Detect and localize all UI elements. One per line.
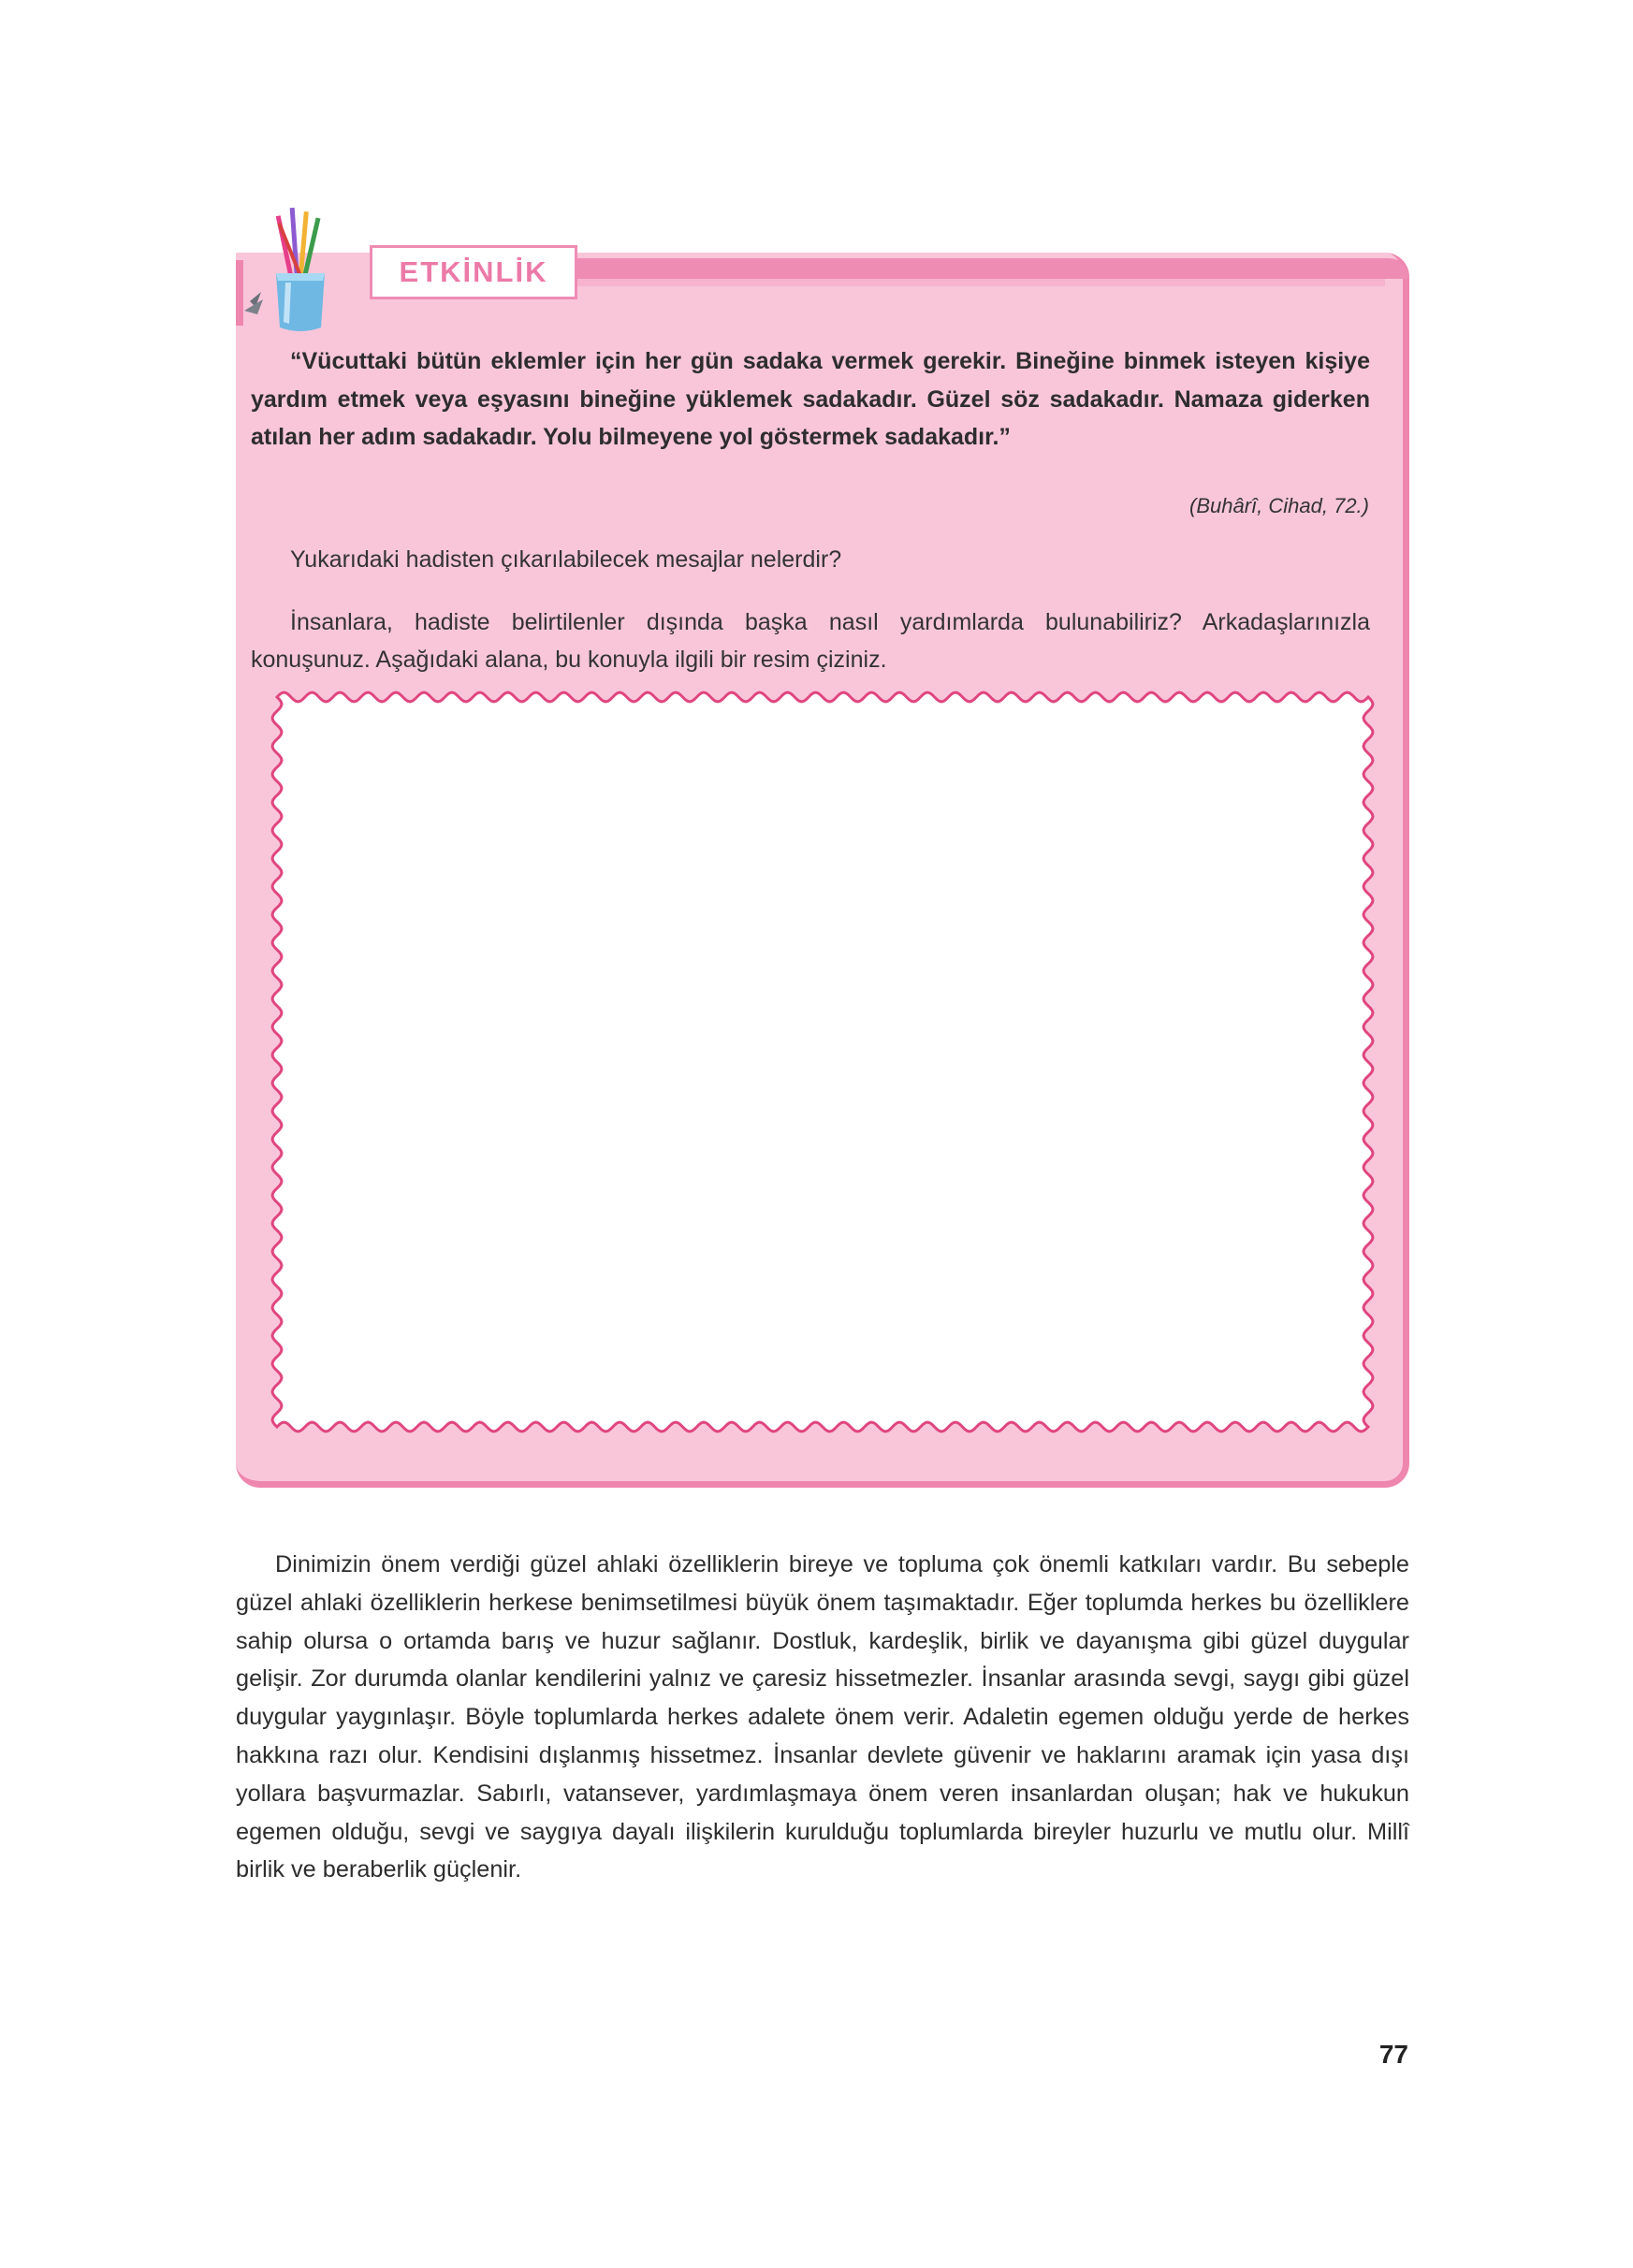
pencil-cup-icon [239,196,342,337]
activity-title: ETKİNLİK [370,245,577,299]
question-1: Yukarıdaki hadisten çıkarılabilecek mesajlar nelerdir? [290,546,842,573]
drawing-area[interactable] [268,688,1378,1436]
body-paragraph: Dinimizin önem verdiği güzel ahlaki özelliklerin bireye ve topluma çok önemli katkıları vardır. Bu sebeple güzel ahlaki özelliklerin herkese benimsetilmesi büyük önem taşımaktadır. Eğer toplumda herkes bu özelliklere sahip olursa o ortamda barış ve huzur sağlanır. Dostluk, kardeşlik, birlik ve dayanışma gibi güzel duygular gelişir. Zor durumda olanlar kendilerini yalnız ve çaresiz hissetmezler. İnsanlar arasında sevgi, saygı gibi güzel duygular yaygınlaşır. Böyle toplumlarda herkes adalete önem verir. Adaletin egemen olduğu yerde de herkes hakkına razı olur. Kendisini dışlanmış hissetmez. İnsanlar devlete güvenir ve haklarını aramak için yasa dışı yollara başvurmazlar. Sabırlı, vatansever, yardımlaşmaya önem veren insanlardan oluşan; hak ve hukukun egemen olduğu, sevgi ve saygıya dayalı ilişkilerin kurulduğu toplumlarda bireyler huzurlu ve mutlu olur. Millî birlik ve beraberlik güçlenir. [236,1551,1409,1883]
activity-header-bar [543,258,1409,279]
wavy-frame [272,692,1373,1432]
question-2: İnsanlara, hadiste belirtilenler dışında başka nasıl yardımlarda bulunabiliriz? Arkadaşlarınızla konuşunuz. Aşağıdaki alana, bu konuyla ilgili bir resim çiziniz. [251,609,1370,673]
activity-header-bar-shadow [543,279,1385,286]
hadith-source: (Buhârî, Cihad, 72.) [1189,494,1369,517]
page-number: 77 [1378,2040,1408,2069]
hadith-quote: “Vücuttaki bütün eklemler için her gün sadaka vermek gerekir. Bineğine binmek isteyen kişiye yardım etmek veya eşyasını bineğine yüklemek sadakadır. Güzel söz sadakadır. Namaza giderken atılan her adım sadakadır. Yolu bilmeyene yol göstermek sadakadır.” [251,348,1370,450]
